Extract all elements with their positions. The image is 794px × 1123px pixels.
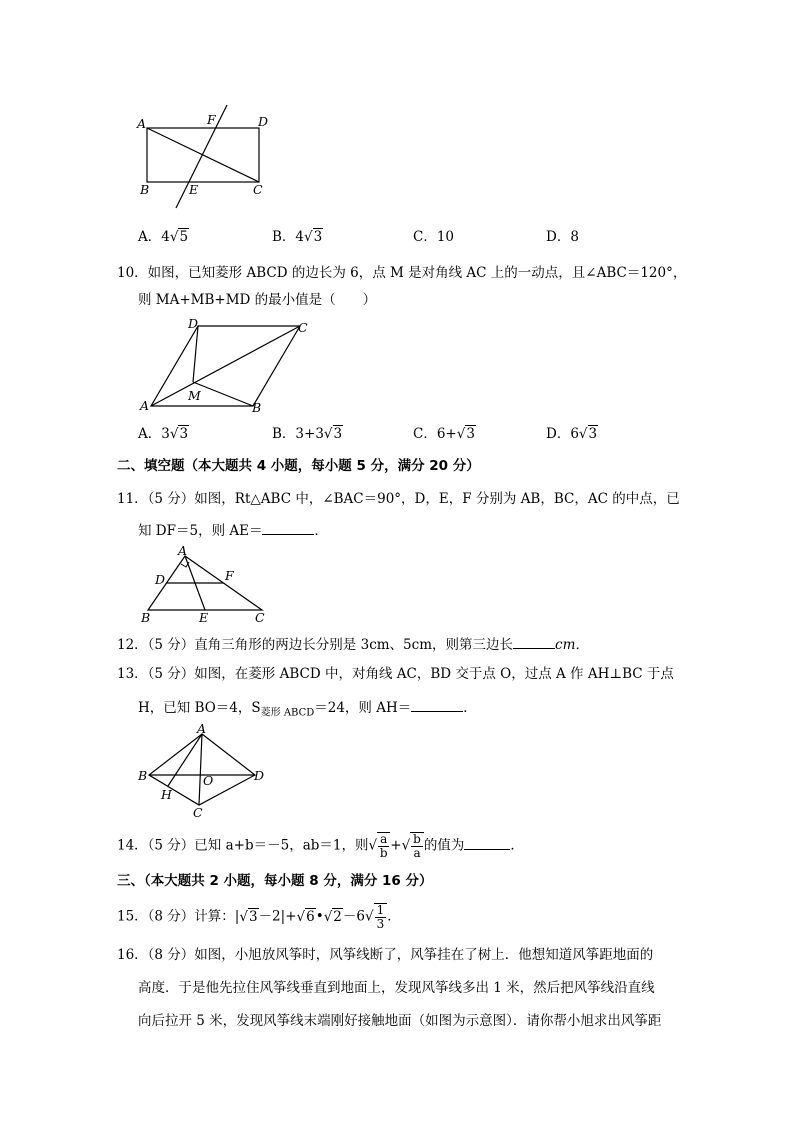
q9-option-d: D．8 [546, 229, 579, 245]
label-f: F [207, 112, 216, 127]
q10-option-a: A．3√3 [138, 426, 189, 442]
q14-answer-blank[interactable] [464, 835, 510, 850]
label-d: D [258, 114, 269, 129]
sqrt-one-third: √ $\frac{1}{3}$ [365, 903, 387, 931]
q14-stem: 14．（5 分）已知 a+b＝－5，ab＝1，则√ $\frac{a}{b}$ +√ $\frac{b}{a}$ 的值为 ． [117, 832, 524, 860]
segment-ah [168, 734, 202, 786]
label-f: F [225, 568, 234, 583]
diagonal-ac [199, 734, 202, 805]
q10-option-b: B．3+3√3 [272, 426, 343, 442]
q9-option-c: C．10 [413, 229, 455, 245]
label-a: A [197, 722, 207, 736]
diagonal-ac [151, 326, 300, 406]
label-e: E [199, 610, 209, 625]
section-3-heading: 三、（本大题共 2 小题，每小题 8 分，满分 16 分） [117, 873, 433, 889]
label-c: C [255, 610, 265, 625]
q10-stem-line2: 则 MA+MB+MD 的最小值是（ ） [138, 292, 377, 308]
q12-answer-blank[interactable] [513, 634, 555, 649]
label-d: D [254, 768, 265, 783]
label-a: A [178, 543, 188, 558]
label-a: A [137, 116, 147, 131]
q10-option-d: D．6√3 [546, 426, 598, 442]
label-c: C [298, 320, 308, 335]
figure-q11 [138, 542, 273, 626]
label-h: H [161, 787, 172, 802]
q10-option-c: C．6+√3 [413, 426, 475, 442]
figure-q10 [138, 316, 318, 418]
section-2-heading: 二、填空题（本大题共 4 小题，每小题 5 分，满分 20 分） [117, 458, 480, 474]
label-d: D [188, 316, 199, 331]
sqrt-a-over-b: √ $\frac{a}{b}$ [368, 832, 390, 860]
label-m: M [188, 388, 201, 403]
segment-mb [193, 382, 253, 406]
q16-stem-line2: 高度．于是他先拉住风筝线垂直到地面上，发现风筝线多出 1 米，然后把风筝线沿直线 [138, 980, 655, 996]
label-a: A [140, 398, 150, 413]
label-c: C [193, 805, 203, 820]
label-b: B [138, 768, 148, 783]
q13-stem-line1: 13．（5 分）如图，在菱形 ABCD 中，对角线 AC，BD 交于点 O，过点 A 作 AH⊥BC 于点 [117, 666, 674, 682]
figure-q13 [135, 722, 270, 820]
q13-answer-blank[interactable] [411, 697, 463, 712]
line-ef [176, 105, 227, 208]
diagonal-ac [147, 128, 259, 182]
q10-stem-line1: 10．如图，已知菱形 ABCD 的边长为 6，点 M 是对角线 AC 上的一动点，且∠ABC＝120°， [117, 265, 687, 281]
q11-stem-line2: 知 DF＝5，则 AE＝ ． [138, 520, 328, 540]
q11-answer-blank[interactable] [262, 520, 314, 535]
label-b: B [141, 610, 151, 625]
sqrt-b-over-a: √ $\frac{b}{a}$ [402, 832, 424, 860]
q16-stem-line1: 16．（8 分）如图，小旭放风筝时，风筝线断了，风筝挂在了树上．他想知道风筝距地面的 [117, 947, 654, 963]
q12-stem: 12．（5 分）直角三角形的两边长分别是 3cm、5cm，则第三边长 cm． [117, 634, 589, 654]
label-e: E [189, 182, 199, 197]
q16-stem-line3: 向后拉开 5 米，发现风筝线末端刚好接触地面（如图为示意图）．请你帮小旭求出风筝距 [138, 1013, 662, 1029]
figure-q9 [130, 100, 280, 212]
label-c: C [253, 182, 263, 197]
q13-stem-line2: H，已知 BO＝4，$S_{菱形 ABCD}=24$，则 AH＝ ． [138, 697, 477, 723]
label-b: B [140, 182, 150, 197]
q11-stem-line1: 11．（5 分）如图，Rt△ABC 中，∠BAC＝90°，D，E，F 分别为 AB，BC，AC 的中点，已 [117, 491, 680, 507]
label-b: B [252, 400, 262, 415]
q9-option-b: B．4√3 [272, 229, 323, 245]
label-o: O [203, 773, 214, 788]
q9-option-a: A．4√5 [138, 229, 189, 245]
q15-stem: 15．（8 分）计算：|√3－2|+√6•√2－6√ $\frac{1}{3}$ ． [117, 903, 401, 931]
label-d: D [155, 572, 166, 587]
